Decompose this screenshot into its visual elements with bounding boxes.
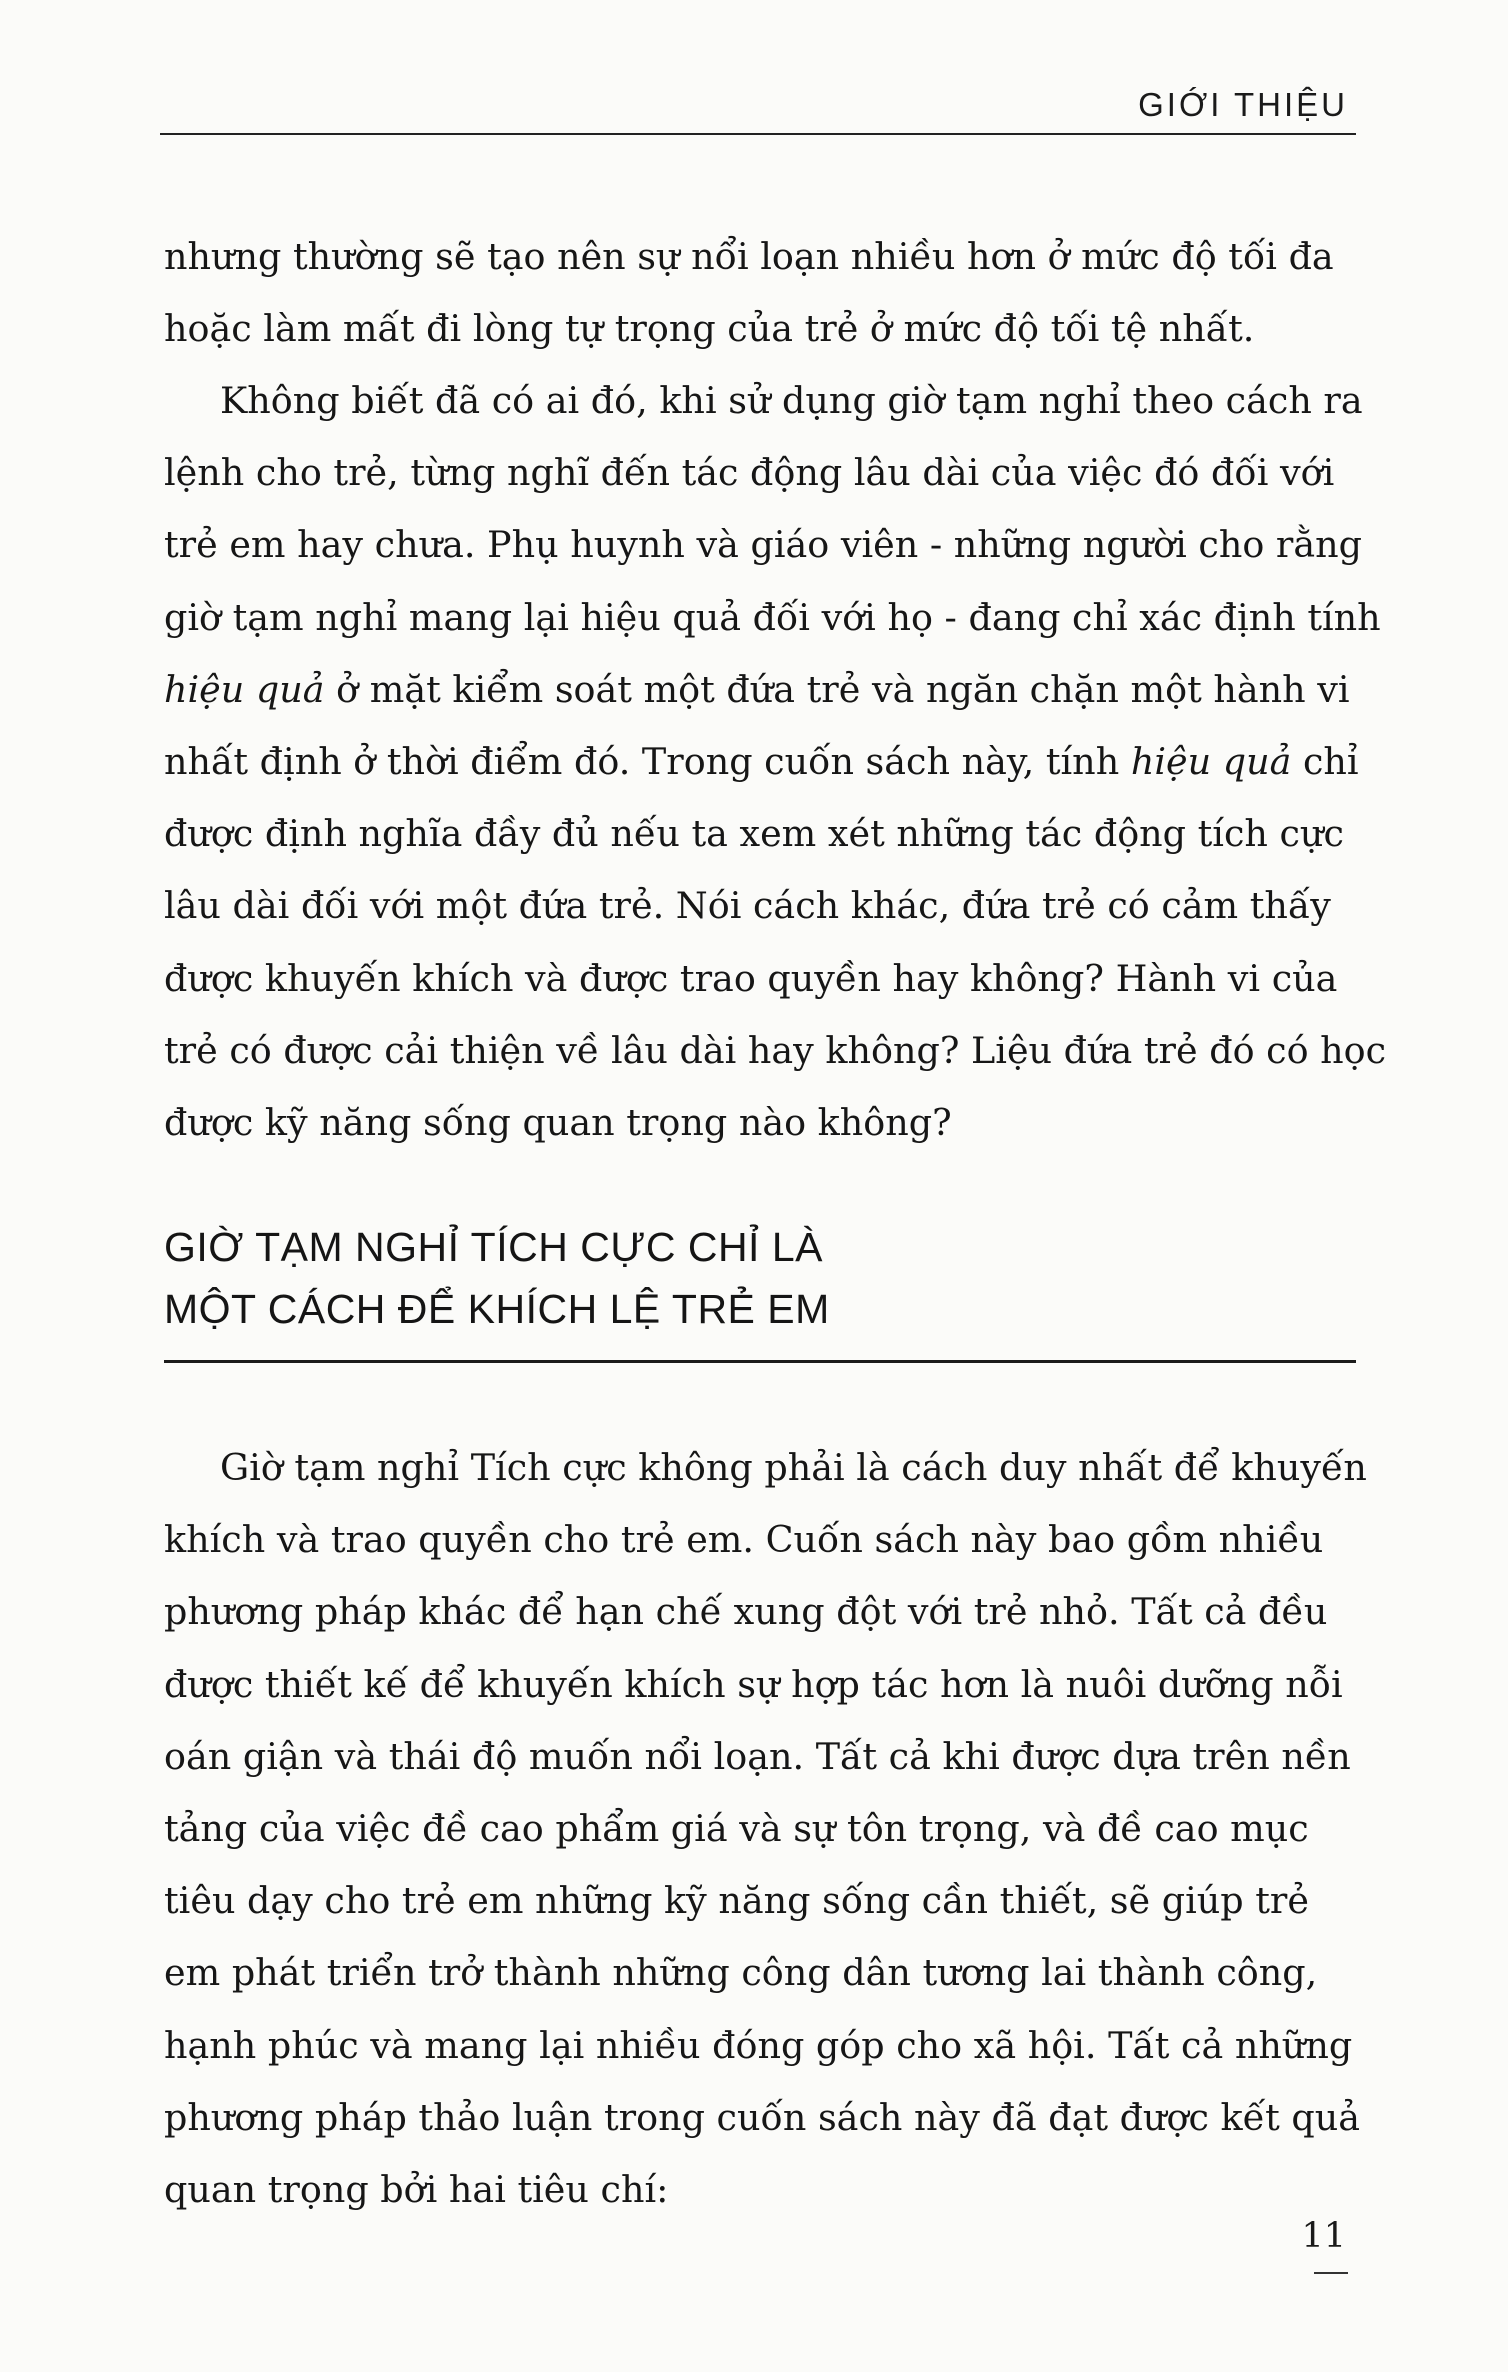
paragraph-2: [164, 365, 1387, 1159]
section-heading: [164, 1216, 830, 1340]
paragraph-1: [164, 221, 1344, 365]
text-line: tiêu dạy cho trẻ em những kỹ năng sống cần thiết, sẽ giúp trẻ: [164, 1879, 1309, 1923]
text-line: [164, 726, 1359, 798]
header-rule: [160, 133, 1356, 135]
text-line: hoặc làm mất đi lòng tự trọng của trẻ ở mức độ tối tệ nhất.: [164, 307, 1255, 351]
running-head: GIỚI THIỆU: [1138, 86, 1348, 123]
text-line: quan trọng bởi hai tiêu chí:: [164, 2168, 669, 2212]
text-segment: nhất định ở thời điểm đó. Trong cuốn sách này, tính: [164, 740, 1131, 784]
page-number-rule: [1314, 2272, 1348, 2274]
text-line: lệnh cho trẻ, từng nghĩ đến tác động lâu dài của việc đó đối với: [164, 451, 1335, 495]
emphasis-text: hiệu quả: [164, 667, 325, 711]
emphasis-text: hiệu quả: [1130, 740, 1292, 784]
text-line: phương pháp thảo luận trong cuốn sách này đã đạt được kết quả: [164, 2095, 1360, 2139]
text-line: được thiết kế để khuyến khích sự hợp tác hơn là nuôi dưỡng nỗi: [164, 1662, 1343, 1706]
text-segment: chỉ: [1291, 740, 1359, 784]
paragraph-3: [164, 1432, 1367, 2226]
page-number: 11: [1301, 2216, 1346, 2256]
text-line: nhưng thường sẽ tạo nên sự nổi loạn nhiều hơn ở mức độ tối đa: [164, 235, 1334, 278]
text-line: hạnh phúc và mang lại nhiều đóng góp cho xã hội. Tất cả những: [164, 2023, 1353, 2067]
section-heading-line: GIỜ TẠM NGHỈ TÍCH CỰC CHỈ LÀ: [164, 1224, 823, 1270]
text-segment: ở mặt kiểm soát một đứa trẻ và ngăn chặn một hành vi: [324, 667, 1350, 711]
text-line: được định nghĩa đầy đủ nếu ta xem xét những tác động tích cực: [164, 812, 1344, 856]
text-line: [164, 654, 1350, 726]
text-line: giờ tạm nghỉ mang lại hiệu quả đối với họ - đang chỉ xác định tính: [164, 595, 1381, 639]
text-line: được kỹ năng sống quan trọng nào không?: [164, 1101, 952, 1145]
section-heading-rule: [164, 1360, 1356, 1363]
text-line: em phát triển trở thành những công dân tương lai thành công,: [164, 1951, 1318, 1995]
text-line: trẻ em hay chưa. Phụ huynh và giáo viên - những người cho rằng: [164, 523, 1363, 567]
text-line: oán giận và thái độ muốn nổi loạn. Tất cả khi được dựa trên nền: [164, 1734, 1351, 1778]
text-line: tảng của việc đề cao phẩm giá và sự tôn trọng, và đề cao mục: [164, 1807, 1309, 1851]
text-line: Không biết đã có ai đó, khi sử dụng giờ tạm nghỉ theo cách ra: [220, 379, 1363, 422]
text-line: được khuyến khích và được trao quyền hay không? Hành vi của: [164, 956, 1338, 1000]
text-line: phương pháp khác để hạn chế xung đột với trẻ nhỏ. Tất cả đều: [164, 1590, 1328, 1634]
text-line: lâu dài đối với một đứa trẻ. Nói cách khác, đứa trẻ có cảm thấy: [164, 884, 1331, 928]
section-heading-line: MỘT CÁCH ĐỂ KHÍCH LỆ TRẺ EM: [164, 1286, 830, 1332]
text-line: trẻ có được cải thiện về lâu dài hay không? Liệu đứa trẻ đó có học: [164, 1028, 1387, 1072]
text-line: khích và trao quyền cho trẻ em. Cuốn sách này bao gồm nhiều: [164, 1518, 1324, 1562]
text-line: Giờ tạm nghỉ Tích cực không phải là cách duy nhất để khuyến: [220, 1446, 1367, 1489]
